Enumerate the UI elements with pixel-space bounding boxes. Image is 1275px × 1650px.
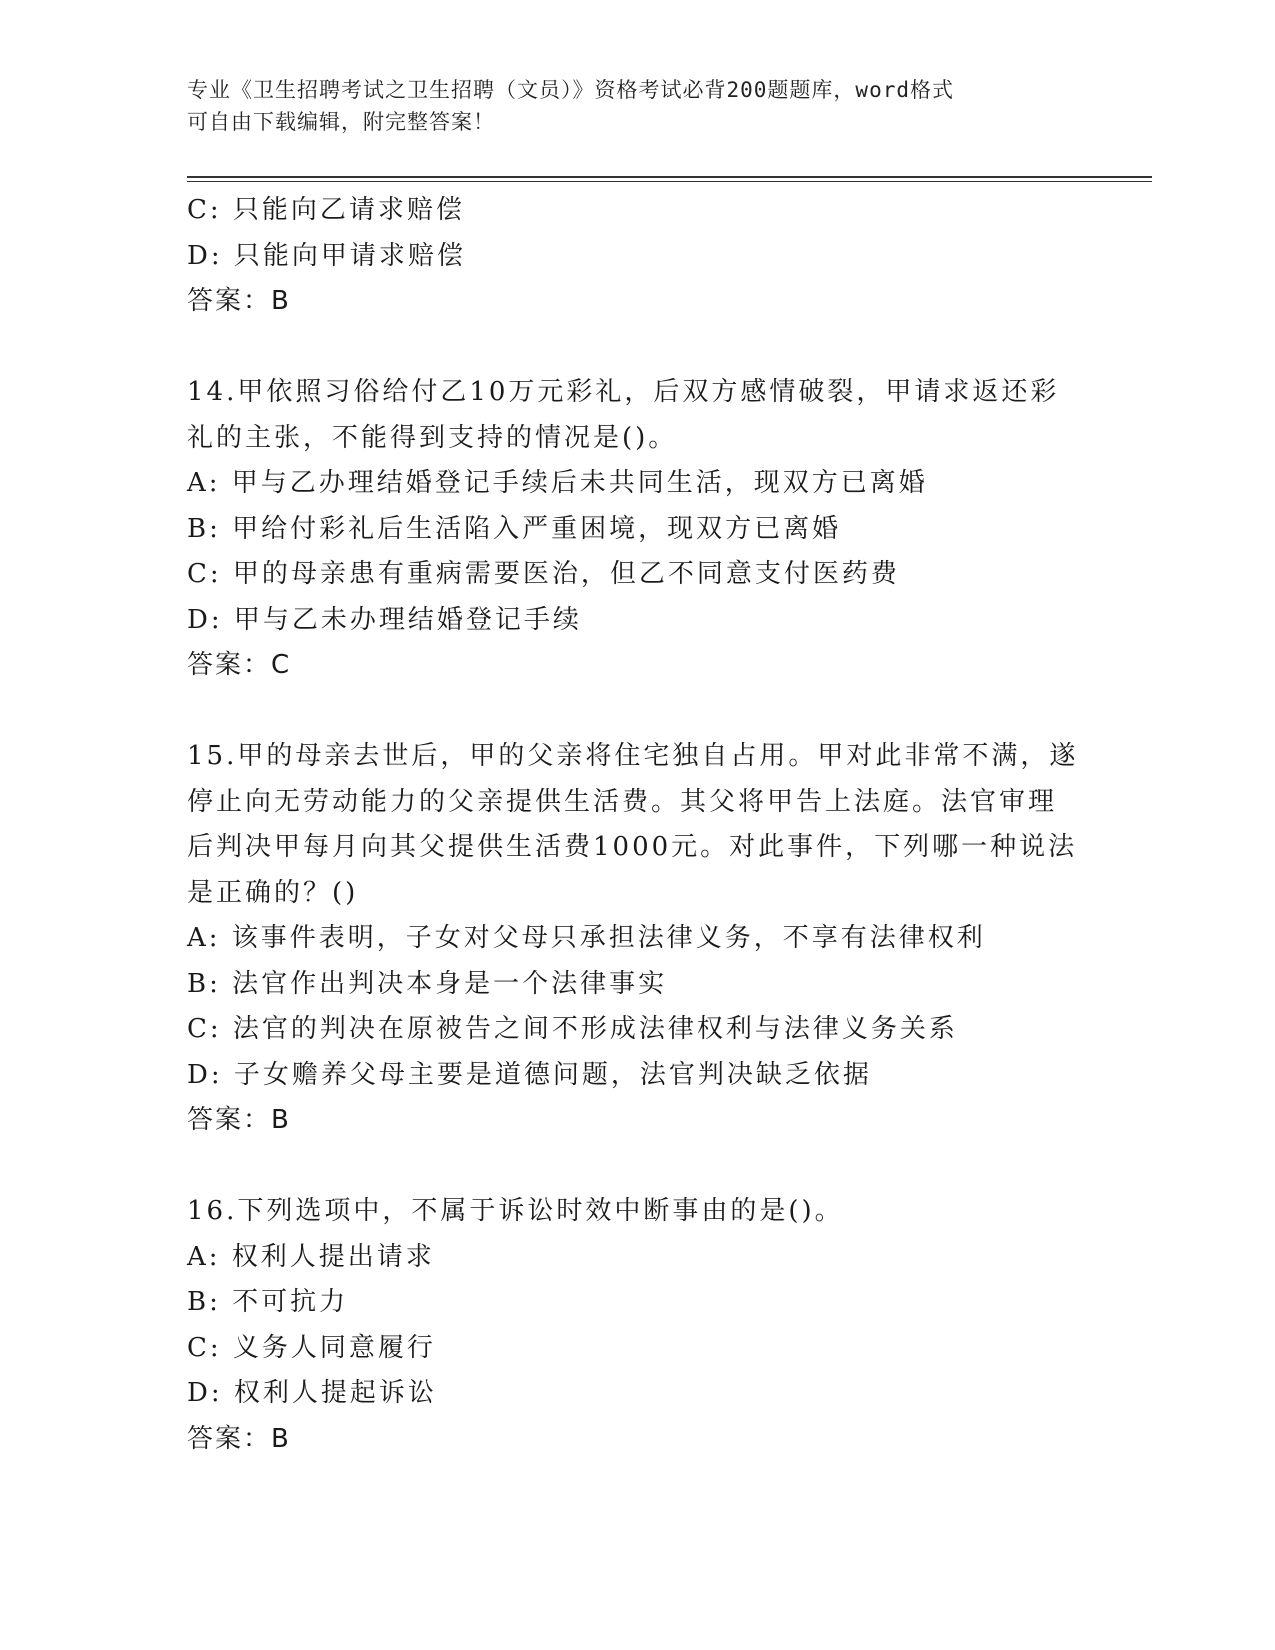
question-16 bbox=[187, 1189, 1087, 1462]
document-body bbox=[187, 188, 1087, 1462]
option-b: B: 甲给付彩礼后生活陷入严重困境，现双方已离婚 bbox=[187, 513, 842, 544]
question-stem: 15.甲的母亲去世后，甲的父亲将住宅独自占用。甲对此非常不满，遂 bbox=[187, 741, 1079, 771]
option-c: C: 只能向乙请求赔偿 bbox=[187, 195, 465, 225]
question-spacer bbox=[187, 325, 1087, 371]
question-stem: 是正确的？() bbox=[187, 877, 359, 908]
option-a: A: 该事件表明，子女对父母只承担法律义务，不享有法律权利 bbox=[187, 923, 986, 953]
option-c: C: 法官的判决在原被告之间不形成法律权利与法律义务关系 bbox=[187, 1014, 958, 1044]
header-line-1: 专业《卫生招聘考试之卫生招聘（文员）》资格考试必背200题题库，word格式 bbox=[187, 78, 954, 102]
question-stem: 停止向无劳动能力的父亲提供生活费。其父将甲告上法庭。法官审理 bbox=[187, 786, 1058, 817]
option-b: B: 不可抗力 bbox=[187, 1287, 349, 1317]
option-c: C: 义务人同意履行 bbox=[187, 1332, 436, 1363]
question-13 bbox=[187, 188, 1087, 325]
option-d: D: 权利人提起诉讼 bbox=[187, 1378, 437, 1408]
option-b: B: 法官作出判决本身是一个法律事实 bbox=[187, 968, 668, 999]
header-line-2: 可自由下载编辑，附完整答案！ bbox=[187, 110, 495, 134]
question-stem: 礼的主张，不能得到支持的情况是()。 bbox=[187, 422, 678, 453]
question-stem: 16.下列选项中，不属于诉讼时效中断事由的是()。 bbox=[187, 1196, 844, 1226]
question-stem: 14.甲依照习俗给付乙10万元彩礼，后双方感情破裂，甲请求返还彩 bbox=[187, 377, 1060, 407]
option-d: D: 甲与乙未办理结婚登记手续 bbox=[187, 604, 582, 635]
question-15 bbox=[187, 734, 1087, 1144]
option-a: A: 权利人提出请求 bbox=[187, 1241, 435, 1272]
header-divider bbox=[187, 176, 1152, 182]
question-stem: 后判决甲每月向其父提供生活费1000元。对此事件，下列哪一种说法 bbox=[187, 832, 1078, 862]
page-header bbox=[187, 74, 1067, 138]
answer: 答案：B bbox=[187, 1105, 291, 1135]
question-spacer bbox=[187, 689, 1087, 735]
answer: 答案：B bbox=[187, 286, 291, 316]
question-spacer bbox=[187, 1144, 1087, 1190]
option-d: D: 只能向甲请求赔偿 bbox=[187, 240, 466, 271]
option-a: A: 甲与乙办理结婚登记手续后未共同生活，现双方已离婚 bbox=[187, 468, 928, 498]
option-d: D: 子女赡养父母主要是道德问题，法官判决缺乏依据 bbox=[187, 1059, 872, 1090]
option-c: C: 甲的母亲患有重病需要医治，但乙不同意支付医药费 bbox=[187, 559, 900, 589]
answer: 答案：C bbox=[187, 650, 292, 680]
answer: 答案：B bbox=[187, 1423, 291, 1454]
question-14 bbox=[187, 370, 1087, 689]
